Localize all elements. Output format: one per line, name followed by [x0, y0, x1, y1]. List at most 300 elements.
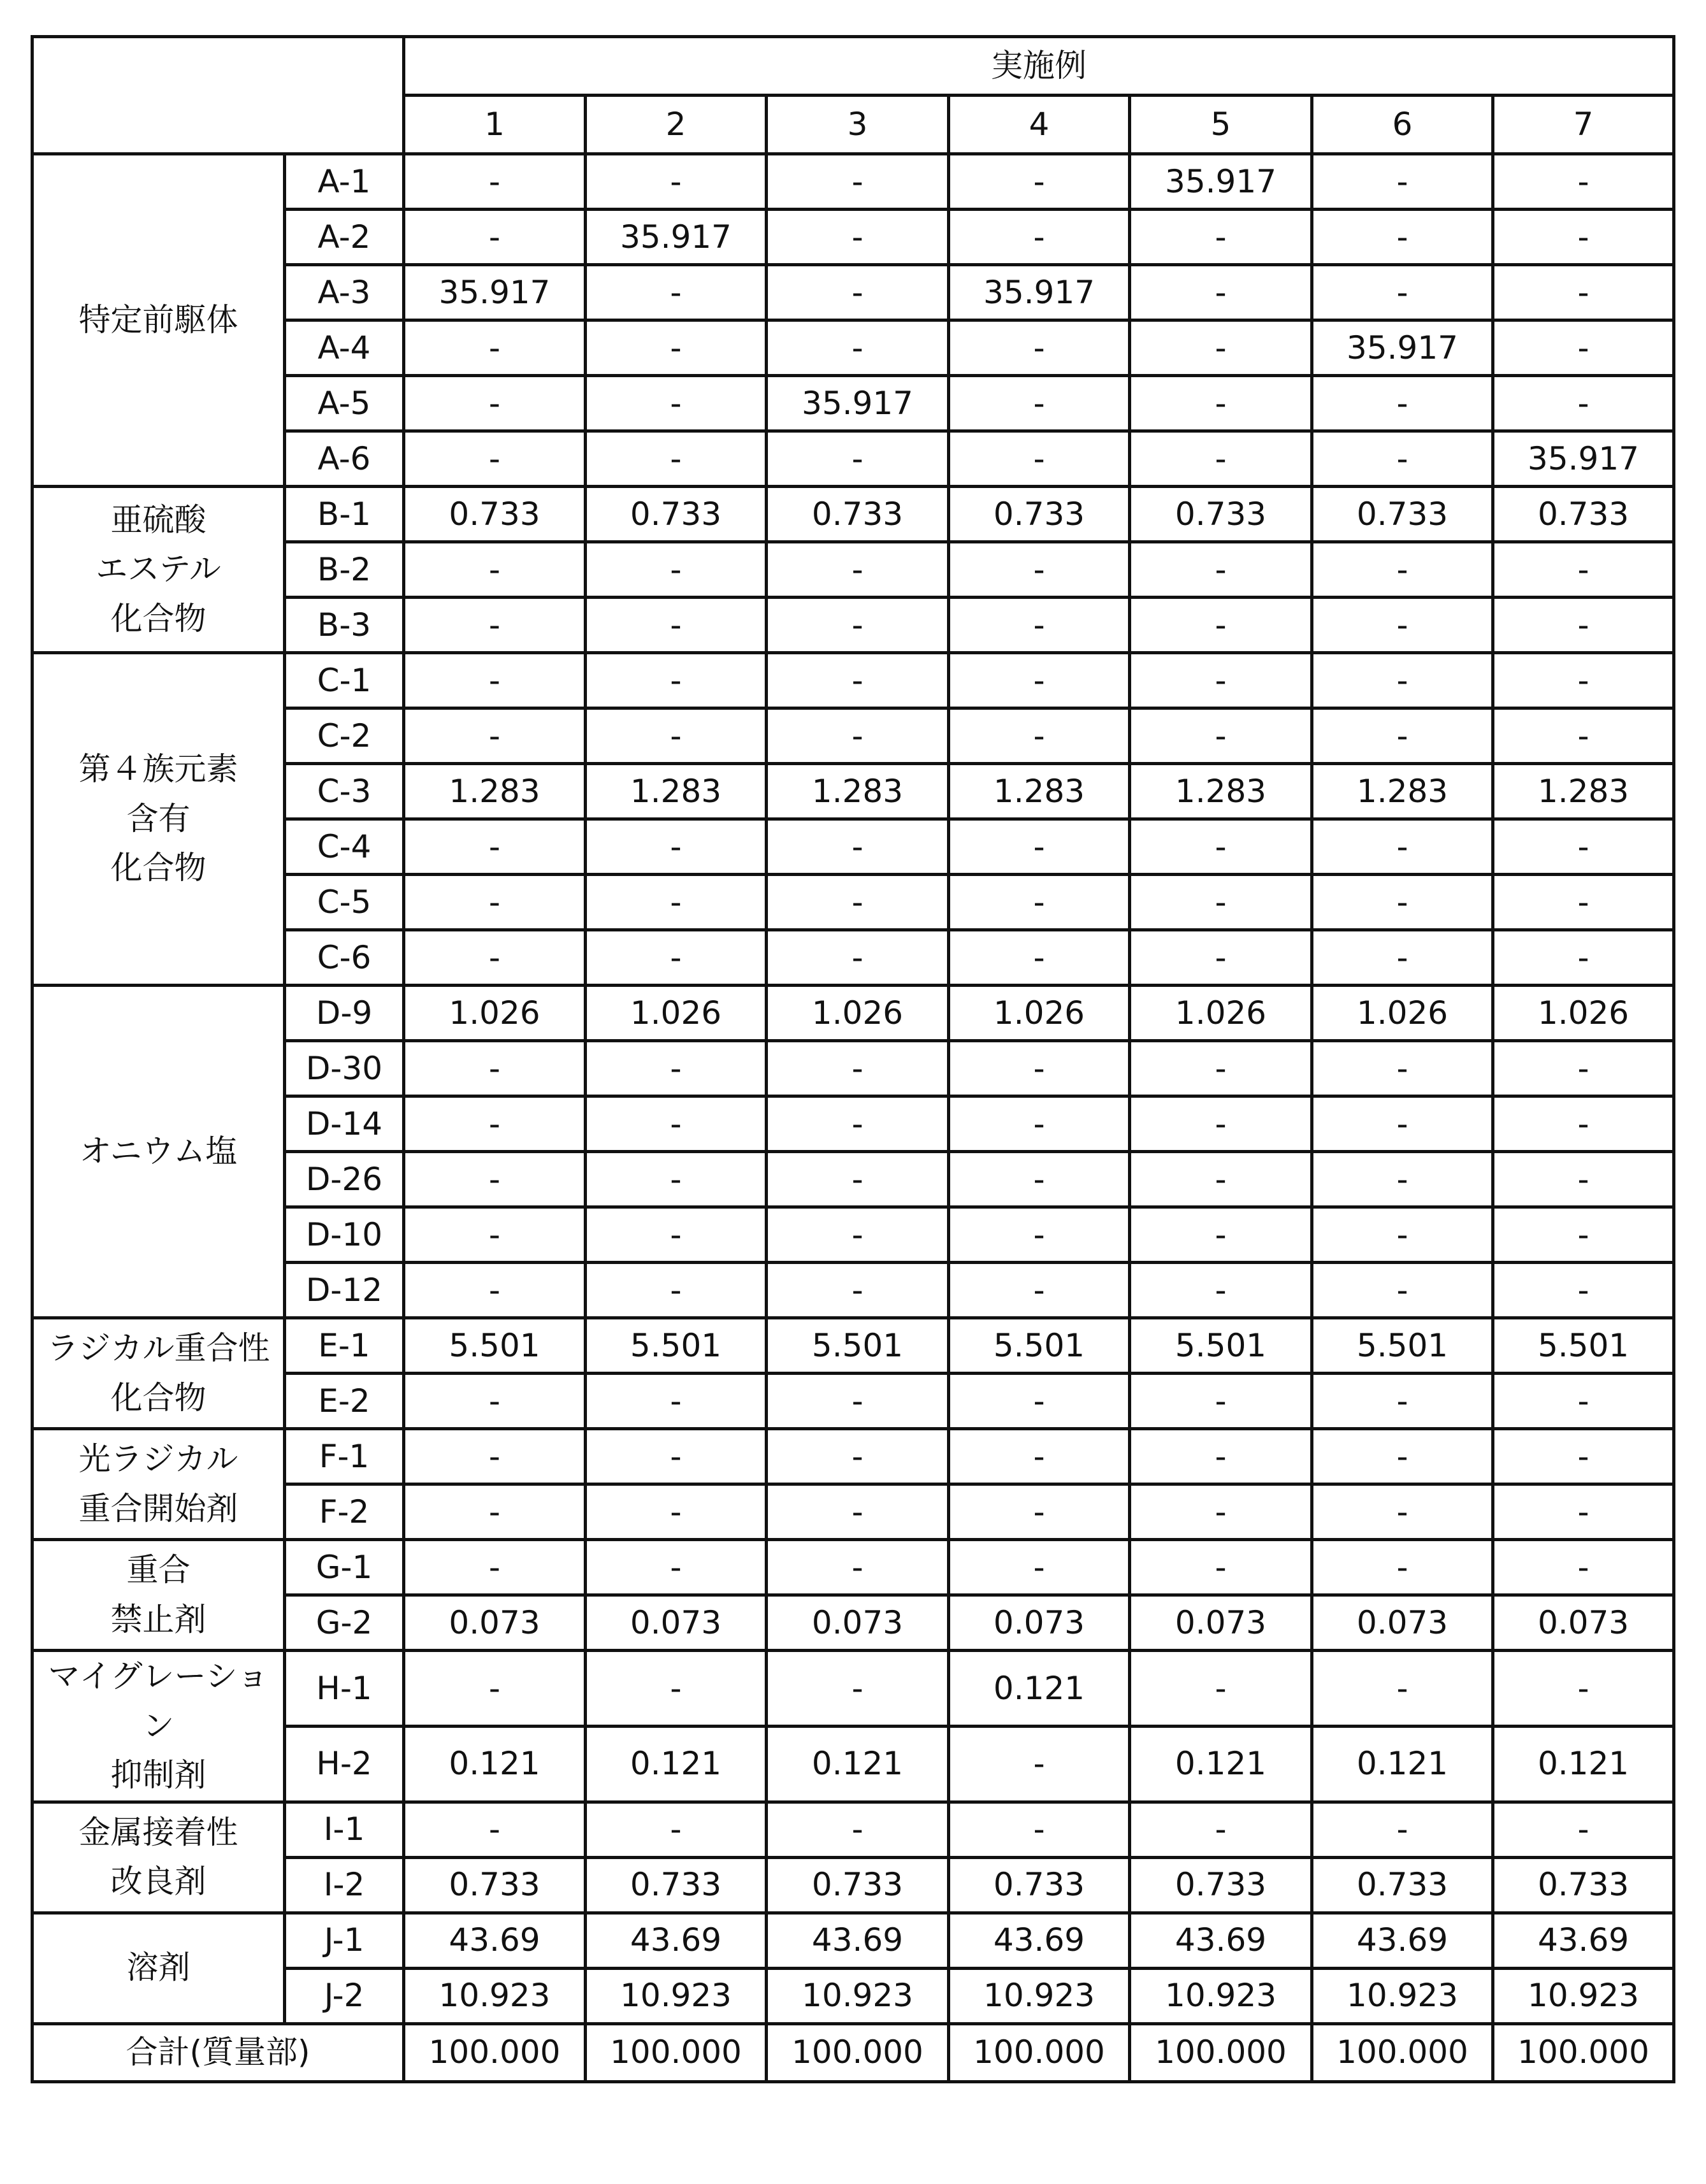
- value-cell: -: [1312, 708, 1493, 764]
- value-cell: 0.121: [1493, 1726, 1674, 1802]
- value-cell: -: [586, 320, 767, 376]
- value-cell: -: [1130, 819, 1312, 875]
- value-cell: -: [949, 653, 1130, 708]
- value-cell: -: [1130, 1207, 1312, 1263]
- value-cell: 0.073: [1312, 1595, 1493, 1651]
- total-value: 100.000: [1312, 2023, 1493, 2081]
- value-cell: -: [767, 431, 949, 487]
- value-cell: -: [949, 320, 1130, 376]
- value-cell: 35.917: [586, 210, 767, 265]
- total-value: 100.000: [586, 2023, 767, 2081]
- component-id: A-4: [285, 320, 404, 376]
- value-cell: -: [1493, 1374, 1674, 1429]
- group-label-line: 重合: [34, 1546, 283, 1595]
- value-cell: -: [1312, 598, 1493, 653]
- value-cell: -: [404, 598, 586, 653]
- column-header: 6: [1312, 96, 1493, 154]
- total-value: 100.000: [949, 2023, 1130, 2081]
- component-id: A-1: [285, 154, 404, 210]
- value-cell: -: [404, 542, 586, 598]
- table-row: [33, 154, 1674, 210]
- value-cell: 10.923: [404, 1968, 586, 2023]
- value-cell: 5.501: [767, 1318, 949, 1374]
- component-id: J-1: [285, 1913, 404, 1968]
- value-cell: 35.917: [404, 265, 586, 320]
- value-cell: 5.501: [949, 1318, 1130, 1374]
- value-cell: -: [404, 1540, 586, 1595]
- value-cell: -: [404, 154, 586, 210]
- value-cell: 43.69: [1130, 1913, 1312, 1968]
- value-cell: -: [404, 1207, 586, 1263]
- value-cell: 0.073: [949, 1595, 1130, 1651]
- component-id: J-2: [285, 1968, 404, 2023]
- value-cell: -: [404, 1096, 586, 1152]
- value-cell: -: [767, 598, 949, 653]
- value-cell: -: [1312, 1651, 1493, 1727]
- value-cell: -: [1312, 1484, 1493, 1540]
- group-label-line: 改良剤: [34, 1857, 283, 1907]
- column-header: 7: [1493, 96, 1674, 154]
- value-cell: -: [949, 210, 1130, 265]
- value-cell: 0.733: [1312, 1857, 1493, 1913]
- group-label-line: 重合開始剤: [34, 1484, 283, 1534]
- value-cell: -: [586, 154, 767, 210]
- composition-table: [31, 35, 1675, 2083]
- value-cell: -: [586, 1429, 767, 1484]
- value-cell: -: [404, 1802, 586, 1857]
- corner-cell: [33, 37, 404, 154]
- value-cell: -: [767, 653, 949, 708]
- value-cell: -: [949, 1374, 1130, 1429]
- value-cell: -: [1130, 1152, 1312, 1207]
- total-value: 100.000: [1493, 2023, 1674, 2081]
- value-cell: 0.733: [1493, 487, 1674, 542]
- value-cell: -: [404, 431, 586, 487]
- group-label: [33, 487, 285, 653]
- value-cell: -: [404, 819, 586, 875]
- value-cell: -: [1493, 1540, 1674, 1595]
- value-cell: -: [767, 1207, 949, 1263]
- total-value: 100.000: [404, 2023, 586, 2081]
- value-cell: 0.121: [1130, 1726, 1312, 1802]
- component-id: H-2: [285, 1726, 404, 1802]
- value-cell: -: [949, 930, 1130, 986]
- value-cell: -: [586, 1540, 767, 1595]
- value-cell: 1.283: [404, 764, 586, 819]
- value-cell: 1.026: [404, 986, 586, 1041]
- value-cell: -: [586, 542, 767, 598]
- value-cell: -: [767, 210, 949, 265]
- value-cell: -: [1130, 1429, 1312, 1484]
- value-cell: 35.917: [1130, 154, 1312, 210]
- value-cell: 5.501: [404, 1318, 586, 1374]
- value-cell: -: [1493, 930, 1674, 986]
- value-cell: -: [586, 875, 767, 930]
- group-label: [33, 1802, 285, 1913]
- value-cell: -: [1130, 708, 1312, 764]
- value-cell: -: [949, 1096, 1130, 1152]
- value-cell: 0.121: [949, 1651, 1130, 1727]
- value-cell: 5.501: [1493, 1318, 1674, 1374]
- value-cell: -: [404, 930, 586, 986]
- value-cell: -: [767, 1484, 949, 1540]
- value-cell: -: [949, 1802, 1130, 1857]
- value-cell: 1.026: [1493, 986, 1674, 1041]
- value-cell: -: [949, 1540, 1130, 1595]
- value-cell: 0.733: [404, 1857, 586, 1913]
- group-label: [33, 1318, 285, 1429]
- group-label-line: 亜硫酸: [34, 496, 283, 545]
- value-cell: -: [949, 1484, 1130, 1540]
- value-cell: -: [1312, 819, 1493, 875]
- value-cell: -: [1493, 320, 1674, 376]
- value-cell: 1.026: [949, 986, 1130, 1041]
- component-id: H-1: [285, 1651, 404, 1727]
- value-cell: -: [1130, 320, 1312, 376]
- total-row: [33, 2023, 1674, 2081]
- value-cell: -: [586, 1374, 767, 1429]
- value-cell: -: [767, 1540, 949, 1595]
- value-cell: -: [1493, 819, 1674, 875]
- table-row: [33, 1913, 1674, 1968]
- value-cell: -: [767, 265, 949, 320]
- value-cell: -: [404, 708, 586, 764]
- value-cell: -: [1130, 431, 1312, 487]
- value-cell: -: [1312, 265, 1493, 320]
- value-cell: 10.923: [586, 1968, 767, 2023]
- group-label-line: 抑制剤: [34, 1751, 283, 1800]
- table-row: [33, 1429, 1674, 1484]
- value-cell: 0.073: [404, 1595, 586, 1651]
- value-cell: 1.026: [767, 986, 949, 1041]
- table-row: [33, 1802, 1674, 1857]
- component-id: C-4: [285, 819, 404, 875]
- value-cell: -: [767, 1263, 949, 1318]
- group-label-line: オニウム塩: [34, 1127, 283, 1177]
- group-label-line: エステル: [34, 545, 283, 594]
- value-cell: 10.923: [767, 1968, 949, 2023]
- value-cell: 35.917: [1493, 431, 1674, 487]
- value-cell: -: [1493, 1429, 1674, 1484]
- value-cell: 43.69: [767, 1913, 949, 1968]
- value-cell: -: [1312, 1802, 1493, 1857]
- value-cell: 5.501: [586, 1318, 767, 1374]
- component-id: G-1: [285, 1540, 404, 1595]
- value-cell: -: [1130, 1263, 1312, 1318]
- value-cell: 10.923: [1130, 1968, 1312, 2023]
- value-cell: -: [586, 376, 767, 431]
- value-cell: 1.283: [949, 764, 1130, 819]
- component-id: B-2: [285, 542, 404, 598]
- value-cell: -: [949, 1207, 1130, 1263]
- value-cell: -: [767, 542, 949, 598]
- value-cell: -: [767, 1802, 949, 1857]
- value-cell: -: [1130, 930, 1312, 986]
- value-cell: -: [949, 598, 1130, 653]
- value-cell: 35.917: [1312, 320, 1493, 376]
- value-cell: 5.501: [1312, 1318, 1493, 1374]
- value-cell: -: [1312, 1096, 1493, 1152]
- component-id: F-1: [285, 1429, 404, 1484]
- group-label: [33, 1429, 285, 1540]
- value-cell: -: [1493, 1802, 1674, 1857]
- value-cell: -: [1130, 1484, 1312, 1540]
- component-id: I-2: [285, 1857, 404, 1913]
- column-header: 3: [767, 96, 949, 154]
- value-cell: -: [1130, 1540, 1312, 1595]
- value-cell: -: [767, 154, 949, 210]
- value-cell: -: [1493, 376, 1674, 431]
- total-value: 100.000: [767, 2023, 949, 2081]
- column-header: 2: [586, 96, 767, 154]
- value-cell: -: [586, 930, 767, 986]
- column-header: 1: [404, 96, 586, 154]
- value-cell: 0.073: [767, 1595, 949, 1651]
- value-cell: -: [1312, 1263, 1493, 1318]
- value-cell: -: [404, 1484, 586, 1540]
- table-row: [33, 986, 1674, 1041]
- value-cell: 43.69: [1312, 1913, 1493, 1968]
- value-cell: -: [1493, 1096, 1674, 1152]
- value-cell: 0.733: [767, 487, 949, 542]
- value-cell: 0.733: [767, 1857, 949, 1913]
- value-cell: -: [1493, 598, 1674, 653]
- value-cell: -: [767, 320, 949, 376]
- value-cell: -: [767, 930, 949, 986]
- value-cell: -: [586, 431, 767, 487]
- value-cell: -: [586, 598, 767, 653]
- value-cell: -: [767, 1041, 949, 1096]
- group-label-line: 溶剤: [34, 1943, 283, 1993]
- component-id: C-5: [285, 875, 404, 930]
- value-cell: -: [586, 1096, 767, 1152]
- value-cell: -: [586, 1651, 767, 1727]
- value-cell: -: [1493, 1484, 1674, 1540]
- value-cell: -: [1312, 431, 1493, 487]
- value-cell: -: [1312, 875, 1493, 930]
- value-cell: 1.283: [586, 764, 767, 819]
- value-cell: 0.073: [1493, 1595, 1674, 1651]
- value-cell: 0.073: [586, 1595, 767, 1651]
- value-cell: -: [767, 1651, 949, 1727]
- value-cell: -: [949, 376, 1130, 431]
- value-cell: -: [1493, 154, 1674, 210]
- value-cell: -: [949, 431, 1130, 487]
- column-header: 4: [949, 96, 1130, 154]
- total-value: 100.000: [1130, 2023, 1312, 2081]
- component-id: D-12: [285, 1263, 404, 1318]
- value-cell: 43.69: [404, 1913, 586, 1968]
- component-id: D-10: [285, 1207, 404, 1263]
- value-cell: 1.283: [1130, 764, 1312, 819]
- value-cell: -: [1493, 542, 1674, 598]
- value-cell: -: [404, 210, 586, 265]
- value-cell: -: [1130, 1096, 1312, 1152]
- value-cell: -: [586, 1802, 767, 1857]
- group-label-line: ラジカル重合性: [34, 1324, 283, 1374]
- value-cell: -: [767, 819, 949, 875]
- table-row: [33, 1318, 1674, 1374]
- value-cell: -: [767, 708, 949, 764]
- component-id: D-14: [285, 1096, 404, 1152]
- value-cell: -: [1493, 265, 1674, 320]
- value-cell: -: [404, 1041, 586, 1096]
- value-cell: 43.69: [586, 1913, 767, 1968]
- value-cell: -: [404, 1429, 586, 1484]
- value-cell: -: [1312, 930, 1493, 986]
- component-id: D-30: [285, 1041, 404, 1096]
- value-cell: 0.733: [586, 487, 767, 542]
- component-id: F-2: [285, 1484, 404, 1540]
- value-cell: -: [1312, 653, 1493, 708]
- value-cell: -: [1130, 1802, 1312, 1857]
- value-cell: -: [1312, 542, 1493, 598]
- component-id: D-9: [285, 986, 404, 1041]
- component-id: B-1: [285, 487, 404, 542]
- value-cell: 1.026: [1130, 986, 1312, 1041]
- value-cell: 0.121: [586, 1726, 767, 1802]
- component-id: E-2: [285, 1374, 404, 1429]
- value-cell: -: [767, 875, 949, 930]
- group-label: [33, 154, 285, 487]
- value-cell: 0.121: [767, 1726, 949, 1802]
- value-cell: 0.121: [1312, 1726, 1493, 1802]
- value-cell: -: [1130, 653, 1312, 708]
- value-cell: -: [586, 1207, 767, 1263]
- value-cell: 0.733: [949, 1857, 1130, 1913]
- group-label: [33, 1913, 285, 2023]
- group-label-line: 禁止剤: [34, 1595, 283, 1645]
- value-cell: -: [1312, 1041, 1493, 1096]
- value-cell: 0.073: [1130, 1595, 1312, 1651]
- value-cell: -: [949, 708, 1130, 764]
- value-cell: -: [949, 819, 1130, 875]
- value-cell: 0.733: [949, 487, 1130, 542]
- value-cell: -: [586, 708, 767, 764]
- value-cell: 0.733: [1312, 487, 1493, 542]
- value-cell: 5.501: [1130, 1318, 1312, 1374]
- value-cell: -: [586, 1263, 767, 1318]
- value-cell: -: [1493, 875, 1674, 930]
- header-row: [33, 37, 1674, 96]
- value-cell: 0.733: [1130, 487, 1312, 542]
- group-label: [33, 1540, 285, 1651]
- value-cell: -: [1130, 542, 1312, 598]
- value-cell: 35.917: [949, 265, 1130, 320]
- value-cell: 43.69: [1493, 1913, 1674, 1968]
- group-label: [33, 653, 285, 986]
- value-cell: 1.283: [1493, 764, 1674, 819]
- group-label-line: 特定前駆体: [34, 296, 283, 345]
- value-cell: -: [1130, 598, 1312, 653]
- value-cell: -: [1130, 376, 1312, 431]
- group-label-line: 化合物: [34, 844, 283, 893]
- component-id: B-3: [285, 598, 404, 653]
- value-cell: -: [1130, 1041, 1312, 1096]
- value-cell: -: [949, 154, 1130, 210]
- group-label-line: 化合物: [34, 1374, 283, 1423]
- value-cell: 10.923: [1312, 1968, 1493, 2023]
- component-id: A-6: [285, 431, 404, 487]
- value-cell: -: [949, 1152, 1130, 1207]
- value-cell: -: [1493, 1041, 1674, 1096]
- group-label: [33, 986, 285, 1318]
- component-id: A-2: [285, 210, 404, 265]
- value-cell: -: [1130, 1374, 1312, 1429]
- value-cell: -: [1493, 1152, 1674, 1207]
- component-id: C-6: [285, 930, 404, 986]
- component-id: C-1: [285, 653, 404, 708]
- value-cell: 0.733: [1493, 1857, 1674, 1913]
- value-cell: -: [949, 875, 1130, 930]
- table-row: [33, 487, 1674, 542]
- component-id: D-26: [285, 1152, 404, 1207]
- value-cell: 1.026: [586, 986, 767, 1041]
- table-row: [33, 1651, 1674, 1727]
- value-cell: -: [1493, 708, 1674, 764]
- value-cell: -: [949, 542, 1130, 598]
- total-label: 合計(質量部): [33, 2023, 404, 2081]
- value-cell: -: [1312, 376, 1493, 431]
- value-cell: -: [1130, 875, 1312, 930]
- value-cell: -: [1493, 1207, 1674, 1263]
- value-cell: -: [949, 1041, 1130, 1096]
- table-row: [33, 1540, 1674, 1595]
- value-cell: 35.917: [767, 376, 949, 431]
- header-title: 実施例: [404, 37, 1674, 96]
- value-cell: 0.733: [404, 487, 586, 542]
- value-cell: -: [404, 1263, 586, 1318]
- value-cell: 10.923: [1493, 1968, 1674, 2023]
- component-id: C-3: [285, 764, 404, 819]
- group-label-line: 含有: [34, 794, 283, 844]
- group-label-line: マイグレーション: [34, 1652, 283, 1751]
- value-cell: -: [949, 1263, 1130, 1318]
- column-header: 5: [1130, 96, 1312, 154]
- value-cell: -: [586, 1152, 767, 1207]
- value-cell: -: [767, 1374, 949, 1429]
- value-cell: -: [1493, 1263, 1674, 1318]
- group-label-line: 光ラジカル: [34, 1435, 283, 1484]
- value-cell: -: [404, 1651, 586, 1727]
- component-id: C-2: [285, 708, 404, 764]
- value-cell: -: [404, 875, 586, 930]
- value-cell: -: [1312, 1152, 1493, 1207]
- value-cell: -: [404, 376, 586, 431]
- value-cell: -: [1130, 265, 1312, 320]
- value-cell: -: [404, 320, 586, 376]
- value-cell: -: [404, 1152, 586, 1207]
- value-cell: -: [1312, 1207, 1493, 1263]
- table-row: [33, 653, 1674, 708]
- value-cell: 1.026: [1312, 986, 1493, 1041]
- value-cell: 1.283: [767, 764, 949, 819]
- value-cell: -: [1312, 1374, 1493, 1429]
- value-cell: -: [404, 1374, 586, 1429]
- value-cell: -: [1312, 1429, 1493, 1484]
- value-cell: -: [1130, 1651, 1312, 1727]
- value-cell: -: [586, 1484, 767, 1540]
- value-cell: 10.923: [949, 1968, 1130, 2023]
- value-cell: -: [1312, 1540, 1493, 1595]
- value-cell: -: [767, 1429, 949, 1484]
- value-cell: -: [949, 1429, 1130, 1484]
- component-id: E-1: [285, 1318, 404, 1374]
- component-id: I-1: [285, 1802, 404, 1857]
- value-cell: -: [1493, 210, 1674, 265]
- value-cell: -: [1493, 1651, 1674, 1727]
- value-cell: -: [1493, 653, 1674, 708]
